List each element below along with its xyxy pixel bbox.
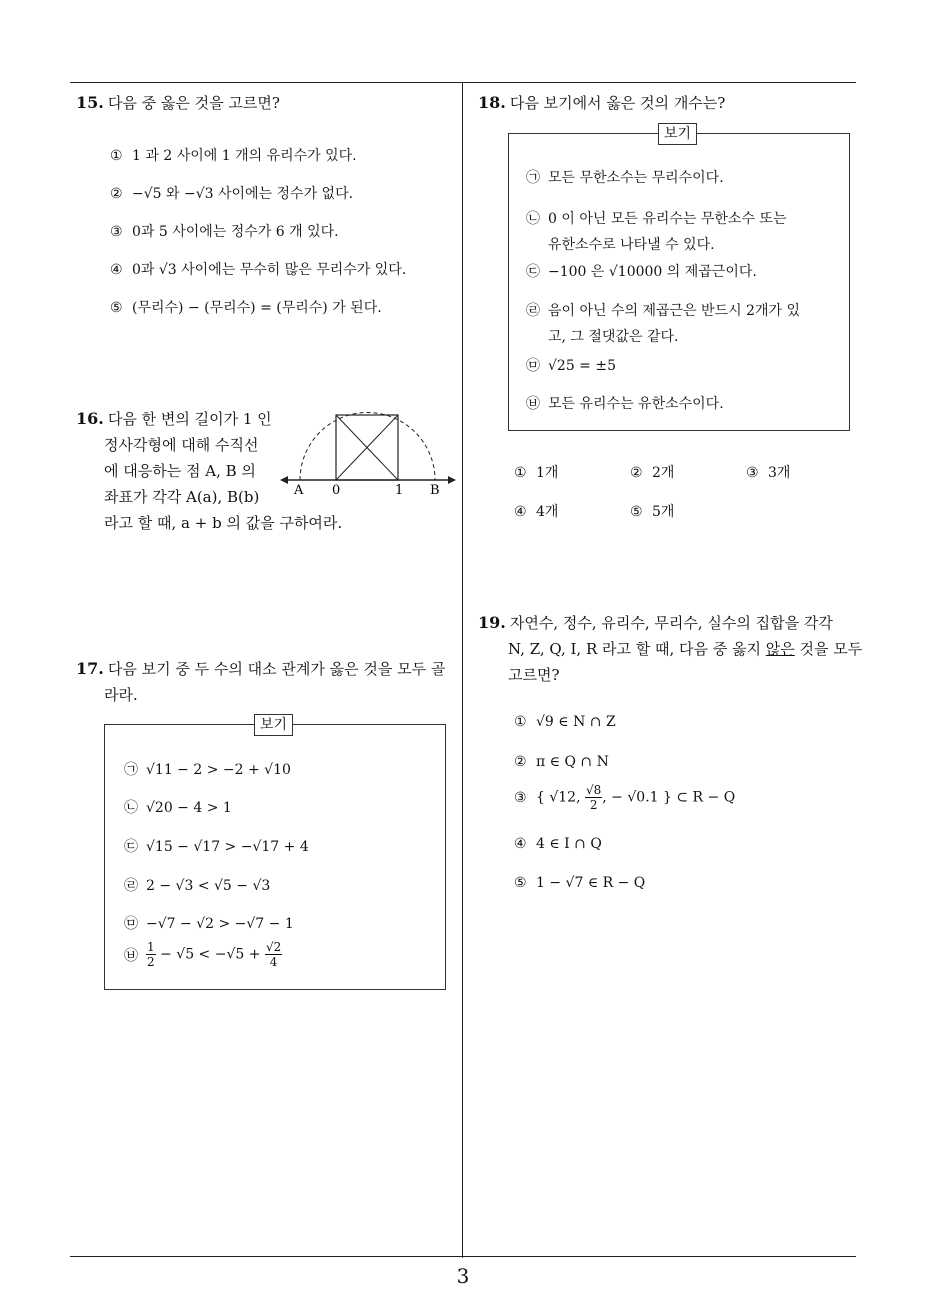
q18-item-6: ㉥ 모든 유리수는 유한소수이다. [526,396,724,412]
q19-option-3[interactable]: ③ { √12, $\frac{√8}{2}$ , − √0.1 } ⊂ R − Q [514,783,736,812]
q17-item-4: ㉣ 2 − √3 < √5 − √3 [124,878,271,894]
q16-number: 16. [76,409,104,428]
q18-item-2: ㉡ 0 이 아닌 모든 유리수는 무한소수 또는 유한소수로 나타낼 수 있다. [526,211,787,253]
q19-number: 19. [478,613,506,632]
q15-option-2: ② −√5 와 −√3 사이에는 정수가 없다. [110,186,354,202]
q18-number: 18. [478,93,506,112]
q15-question: 15. 다음 중 옳은 것을 고르면? [76,93,280,112]
q18-item-1: ㉠ 모든 무한소수는 무리수이다. [526,170,724,186]
bottom-rule [70,1256,856,1257]
page-number: 3 [456,1264,470,1288]
q15-number: 15. [76,93,104,112]
top-rule [70,82,856,83]
q16-question: 16. 다음 한 변의 길이가 1 인 정사각형에 대해 수직선 에 대응하는 점 A, B 의 좌표가 각각 A(a), B(b) 라고 할 때, a + b 의 값을 구하여라. [76,409,343,532]
q17-item-2: ㉡ √20 − 4 > 1 [124,800,232,816]
label-b: B [430,483,440,498]
fraction-root8-2: $\frac{√8}{2}$ [586,783,602,812]
q19-option-5[interactable]: ⑤ 1 − √7 ∈ R − Q [514,875,646,891]
q18-choice-2[interactable]: ② 2개 [630,465,675,481]
q15-option-3: ③ 0과 5 사이에는 정수가 6 개 있다. [110,224,339,240]
fraction-root2-4: $\frac{√2}{4}$ [265,940,282,969]
q17-item-5: ㉤ −√7 − √2 > −√7 − 1 [124,916,294,932]
q18-item-5: ㉤ √25 = ±5 [526,358,617,374]
q18-item-4: ㉣ 음이 아닌 수의 제곱근은 반드시 2개가 있 고, 그 절댓값은 같다. [526,303,800,345]
q19-option-2[interactable]: ② π ∈ Q ∩ N [514,754,609,770]
q19-question: 19. 자연수, 정수, 유리수, 무리수, 실수의 집합을 각각 N, Z, Q, I, R 라고 할 때, 다음 중 옳지 않은 것을 모두 고르면? [478,613,863,684]
q17-item-3: ㉢ √15 − √17 > −√17 + 4 [124,839,309,855]
fraction-1-2: $\frac{1}{2}$ [147,940,155,969]
q19-option-1[interactable]: ① √9 ∈ N ∩ Z [514,714,616,730]
q15-option-5: ⑤ (무리수) − (무리수) = (무리수) 가 된다. [110,300,382,316]
q16-number-line-figure [280,408,460,498]
q15-option-1: ① 1 과 2 사이에 1 개의 유리수가 있다. [110,148,357,164]
label-0: 0 [332,483,341,498]
q18-choice-3[interactable]: ③ 3개 [746,465,791,481]
arrow-left-icon [280,476,288,484]
q17-number: 17. [76,659,104,678]
dashed-arc [300,413,435,481]
q18-item-3: ㉢ −100 은 √10000 의 제곱근이다. [526,264,757,280]
q18-choice-1[interactable]: ① 1개 [514,465,559,481]
label-a: A [294,483,304,498]
q17-item-6: ㉥ $\frac{1}{2}$ − √5 < −√5 + $\frac{√2}{4}$ [124,940,282,969]
q17-question: 17. 다음 보기 중 두 수의 대소 관계가 옳은 것을 모두 골 라라. [76,659,446,704]
column-divider [462,82,463,1258]
q19-option-4[interactable]: ④ 4 ∈ I ∩ Q [514,836,602,852]
arrow-right-icon [448,476,456,484]
label-1: 1 [395,483,404,498]
q17-item-1: ㉠ √11 − 2 > −2 + √10 [124,762,291,778]
q17-bogi-label: 보기 [254,714,293,736]
q18-bogi-label: 보기 [658,123,697,145]
q18-choice-4[interactable]: ④ 4개 [514,504,559,520]
q18-choice-5[interactable]: ⑤ 5개 [630,504,675,520]
q15-option-4: ④ 0과 √3 사이에는 무수히 많은 무리수가 있다. [110,262,407,278]
q18-question: 18. 다음 보기에서 옳은 것의 개수는? [478,93,726,112]
